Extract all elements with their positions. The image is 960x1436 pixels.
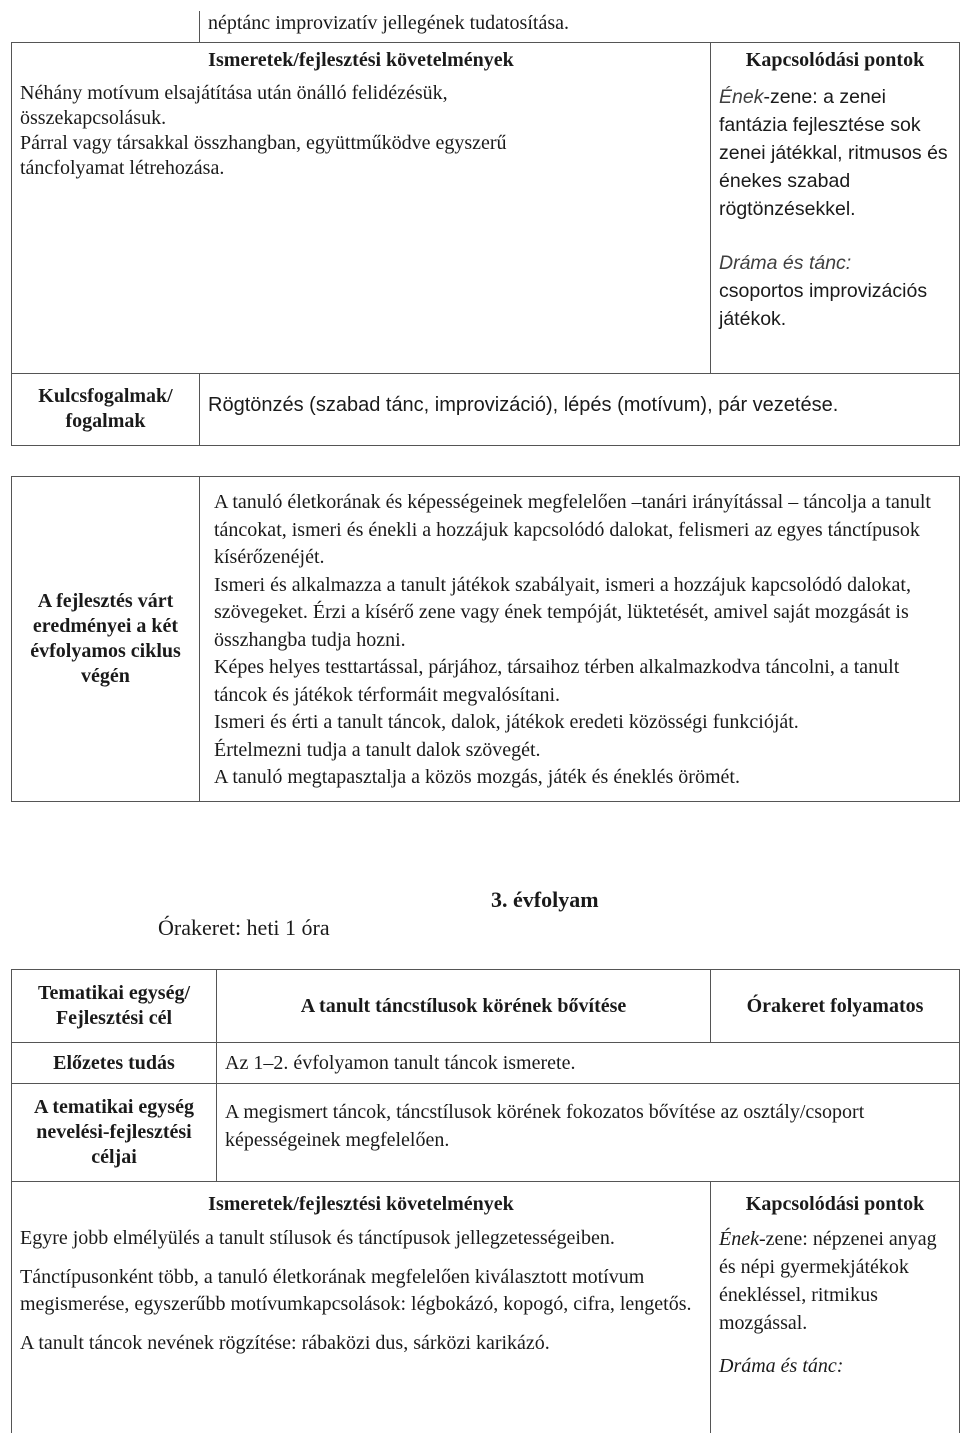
req-line: táncfolyamat létrehozása. — [20, 157, 225, 179]
unit-table — [11, 969, 960, 1433]
unit-requirements-cell — [12, 1217, 711, 1433]
goals-text: A megismert táncok, táncstílusok körének fokozatos bővítése az osztály/csoport képességeinek megfelelően. — [217, 1084, 960, 1182]
unit-conn-enek-label: Ének — [719, 1228, 759, 1250]
prior-knowledge-label: Előzetes tudás — [12, 1043, 217, 1084]
unit-req-item: Egyre jobb elmélyülés a tanult stílusok és tánctípusok jellegzetességeiben. — [20, 1227, 615, 1249]
result-line: Ismeri és érti a tanult táncok, dalok, játékok eredeti közösségi funkcióját. — [214, 711, 799, 733]
unit-requirements-header: Ismeretek/fejlesztési követelmények — [12, 1182, 711, 1218]
unit-conn-enek — [719, 1225, 951, 1337]
hours-per-week: Órakeret: heti 1 óra — [158, 915, 330, 940]
results-text — [200, 477, 960, 802]
conn-drama-text: csoportos improvizációs játékok. — [719, 280, 928, 330]
result-line: Képes helyes testtartással, párjához, társaihoz térben alkalmazkodva táncolni, a tanult táncok és játékok térformáit megvalósítani. — [214, 656, 900, 706]
top-table — [11, 11, 960, 446]
result-line: Értelmezni tudja a tanult dalok szövegét. — [214, 738, 541, 761]
results-table — [11, 476, 960, 802]
requirements-cell — [12, 73, 711, 373]
unit-label: Tematikai egység/ Fejlesztési cél — [12, 970, 217, 1043]
req-line: összekapcsolásuk. — [20, 107, 167, 129]
req-line: Párral vagy társakkal összhangban, együttműködve egyszerű — [20, 132, 507, 154]
conn-drama-label: Dráma és tánc: — [719, 252, 852, 274]
result-line: A tanuló megtapasztalja a közös mozgás, játék és éneklés örömét. — [214, 766, 740, 788]
conn-enek-text: -zene: a zenei fantázia fejlesztése sok zenei játékkal, ritmusos és énekes szabad rögtönzésekkel. — [719, 86, 948, 220]
requirements-header: Ismeretek/fejlesztési követelmények — [12, 43, 711, 74]
key-concepts-text: Rögtönzés (szabad tánc, improvizáció), lépés (motívum), pár vezetése. — [200, 373, 960, 445]
prior-knowledge-text: Az 1–2. évfolyamon tanult táncok ismerete. — [217, 1043, 960, 1084]
key-concepts-label: Kulcsfogalmak/ fogalmak — [12, 373, 200, 445]
connections-cell — [711, 73, 960, 373]
unit-conn-enek-text: -zene: népzenei anyag és népi gyermekjátékok énekléssel, ritmikus mozgással. — [719, 1228, 937, 1334]
goals-label: A tematikai egység nevelési-fejlesztési céljai — [12, 1084, 217, 1182]
unit-req-item: Tánctípusonként több, a tanuló életkorának megfelelően kiválasztott motívum megismerése, egyszerűbb motívumkapcsolások: légbokázó, kopogó, cifra, lengetős. — [20, 1266, 692, 1315]
result-line: A tanuló életkorának és képességeinek megfelelően –tanári irányítással – táncolja a tanult táncokat, ismeri és énekli a hozzájuk kapcsolódó dalokat, felismeri az egyes tánctípusok kísérőzenéjét. — [214, 491, 931, 568]
conn-enek-label: Ének — [719, 86, 764, 108]
connections-header: Kapcsolódási pontok — [711, 43, 960, 74]
unit-title: A tanult táncstílusok körének bővítése — [217, 970, 711, 1043]
grade-title: 3. évfolyam — [491, 887, 599, 912]
unit-req-item: A tanult táncok nevének rögzítése: rábaközi dus, sárközi karikázó. — [20, 1332, 550, 1354]
unit-hours-label: Órakeret folyamatos — [711, 970, 960, 1043]
unit-conn-drama-label: Dráma és tánc: — [719, 1355, 844, 1377]
results-label: A fejlesztés várt eredményei a két évfolyamos ciklus végén — [12, 477, 200, 802]
result-line: Ismeri és alkalmazza a tanult játékok szabályait, ismeri a hozzájuk kapcsolódó dalokat, szövegeket. Érzi a kísérő zene vagy ének tempóját, lüktetését, amivel saját mozgását is összhangba tudja hozni. — [214, 573, 911, 651]
unit-connections-header: Kapcsolódási pontok — [711, 1182, 960, 1218]
unit-connections-cell — [711, 1217, 960, 1433]
continuation-text: néptánc improvizatív jellegének tudatosítása. — [200, 11, 960, 43]
conn-enek — [719, 83, 951, 223]
req-line: Néhány motívum elsajátítása után önálló felidézésük, — [20, 82, 448, 104]
